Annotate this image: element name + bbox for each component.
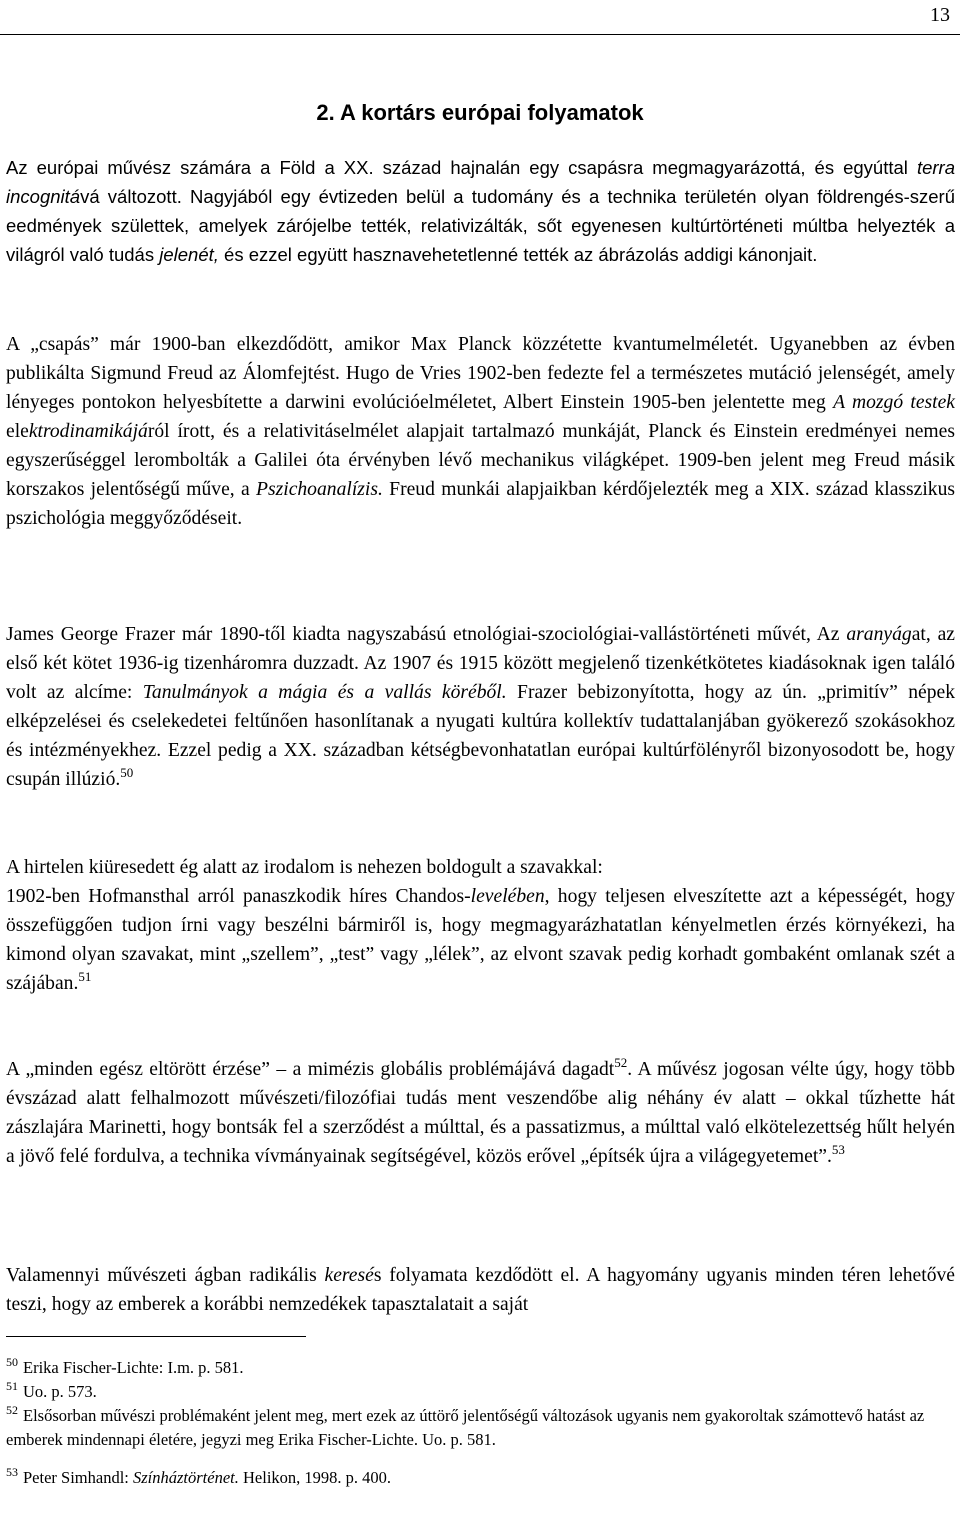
text-run: vá változott. Nagyjából egy évtizeden belül a tudomány és a technika területén olyan földrengés-szerű eedmények születtek, amelyek zárójelbe tették, relativizálták, sőt egyenesen kultúrtörténeti múltba helyezték a világról való tudás: [6, 186, 955, 265]
footnote-number: 53: [6, 1465, 18, 1479]
italic-run: ktrodinamikájá: [28, 421, 148, 442]
text-run: Freud munkái alapjaikban kérdőjelezték meg a XIX. század klasszikus pszichológia meggyőződéseit.: [6, 479, 956, 529]
footnote-51: [6, 1380, 955, 1404]
footnote-number: 50: [6, 1355, 18, 1369]
footnote-50: [6, 1356, 955, 1380]
text-run: Frazer bebizonyította, hogy az ún. „primitív” népek elképzelései és cselekedetei feltűnően hasonlítanak a nyugati kultúra kollektív tudattalanjában gyökerező szokásokhoz és intézményekhez. Ezzel pedig a XX. században kétségbevonhatatlan európai kultúrfölényről bizonyosodott be, hogy csupán illúzió.: [6, 682, 955, 790]
paragraph-frazer: [6, 620, 955, 794]
text-run: Valamennyi művészeti ágban radikális: [6, 1265, 325, 1286]
text-run: James George Frazer már 1890-től kiadta nagyszabású etnológiai-szociológiai-vallástörténeti művét, Az: [6, 624, 847, 645]
text-run: A „csapás” már 1900-ban elkezdődött, amikor Max Planck közzétette kvantumelméletét. Ugyanebben az évben publikálta Sigmund Freud az Álomfejtést. Hugo de Vries 1902-ben fedezte fel a természetes mutáció jelenségét, amely lényeges pontokon helyesbítette a darwini evolúcióelméletet, Albert Einstein 1905-ben jelentette meg: [6, 334, 955, 413]
page-number: 13: [930, 4, 950, 26]
footnote-text: Erika Fischer-Lichte: I.m. p. 581.: [23, 1358, 244, 1377]
paragraph-hofmansthal: [6, 853, 955, 998]
footnote-separator: [6, 1336, 306, 1337]
text-run: és ezzel együtt hasznavehetetlenné tették az ábrázolás addigi kánonjait.: [218, 244, 818, 265]
section-heading: 2. A kortárs európai folyamatok: [316, 100, 644, 125]
text-run: ról írott, és a relativitáselmélet alapjait tartalmazó munkáját, Planck és Einstein eredményei nemes egyszerűséggel lerombolták a Galilei óta érvényben lévő mechanikus világképet. 1909-ben jelent meg Freud másik korszakos jelentőségű műve, a: [6, 421, 955, 500]
paragraph-kereses: [6, 1261, 955, 1319]
italic-run: jelenét,: [159, 244, 219, 265]
footnote-53: [6, 1466, 955, 1490]
header-rule: [0, 34, 960, 35]
italic-run: Pszichoanalízis.: [256, 479, 383, 500]
italic-run: Színháztörténet.: [133, 1468, 239, 1487]
footnote-ref[interactable]: 51: [78, 969, 92, 984]
text-run: Az európai művész számára a Föld a XX. század hajnalán egy csapásra megmagyarázottá, és egyúttal: [6, 157, 917, 178]
text-run: s folyamata kezdődött el. A hagyomány ugyanis minden téren lehetővé teszi, hogy az emberek a korábbi nemzedékek tapasztalatait a saját: [6, 1265, 955, 1315]
footnote-ref[interactable]: 50: [120, 765, 134, 780]
italic-run: Tanulmányok a mágia és a vallás köréből.: [142, 682, 507, 703]
footnote-text: Elsősorban művészi problémaként jelent meg, mert ezek az úttörő jelentőségű változások ugyanis nem gyakoroltak számottevő hatást az emberek mindennapi életére, jegyzi meg Erika Fischer-Lichte. Uo. p. 581.: [6, 1406, 925, 1449]
italic-run: aranyág: [846, 624, 912, 645]
text-run: at, az első két kötet 1936-ig tizenháromra duzzadt. Az 1907 és 1915 között megjelenő tizenkétkötetes kiadásoknak igen találó volt az alcíme:: [6, 624, 955, 703]
text-run: , hogy teljesen elveszítette azt a képességét, hogy összefüggően tudjon írni vagy beszélni bármiről is, hogy megmagyarázhatatlan kényelmetlen érzés környékezi, ha kimond olyan szavakat, mint „szellem”, „test” vagy „lélek”, az elvont szavak pedig korhadt gombaként omlanak szét a szájában.: [6, 886, 956, 994]
paragraph-mimezis: [6, 1055, 955, 1171]
italic-run: keresé: [324, 1265, 374, 1286]
text-run: ele: [6, 421, 29, 442]
footnote-text: Uo. p. 573.: [23, 1382, 97, 1401]
footnote-text: Helikon, 1998. p. 400.: [238, 1468, 392, 1487]
footnote-ref[interactable]: 52: [614, 1055, 628, 1070]
text-run: 1902-ben Hofmansthal arról panaszkodik híres Chandos-: [6, 886, 471, 907]
italic-run: terra incognitá: [6, 157, 955, 207]
paragraph-intro: [6, 153, 955, 269]
footnote-ref[interactable]: 53: [831, 1142, 845, 1157]
paragraph-csapas: [6, 330, 955, 533]
text-run: . A művész jogosan vélte úgy, hogy több évszázad alatt felhalmozott művészeti/filozófiai tudás ment veszendőbe alig néhány év alatt – okkal tűzhette hát zászlajára Marinetti, hogy bontsák fel a szerződést a múlttal, és a passatizmus, a múlttal való elkötelezettség hűlt helyén a jövő felé fordulva, a technika vívmányainak segítségével, közös erővel „építsék újra a világegyetemet”.: [6, 1059, 955, 1167]
text-run: A „minden egész eltörött érzése” – a mimézis globális problémájává dagadt: [6, 1059, 615, 1080]
italic-run: levelében: [470, 886, 545, 907]
footnote-number: 52: [6, 1403, 18, 1417]
text-run: A hirtelen kiüresedett ég alatt az irodalom is nehezen boldogult a szavakkal:: [6, 857, 603, 878]
footnote-number: 51: [6, 1379, 18, 1393]
footnote-text: Peter Simhandl:: [23, 1468, 133, 1487]
footnote-52: [6, 1404, 955, 1452]
footnotes: [6, 1356, 955, 1490]
italic-run: A mozgó testek: [833, 392, 955, 413]
